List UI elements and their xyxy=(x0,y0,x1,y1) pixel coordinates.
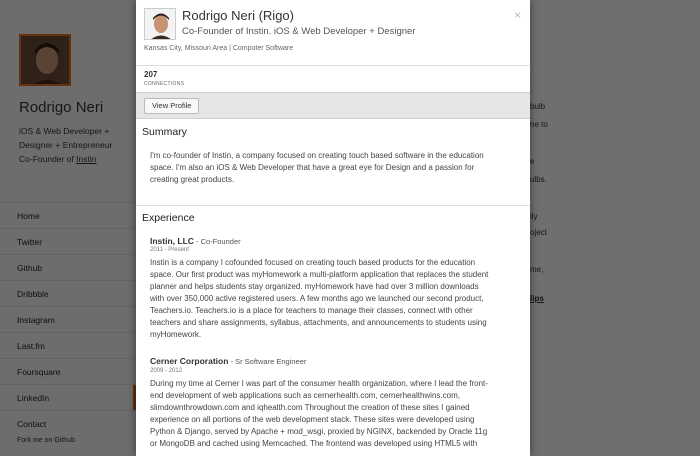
modal-headline: Co-Founder of Instin. iOS & Web Developer + Designer xyxy=(182,26,416,37)
job-line: myHomework. xyxy=(150,330,202,339)
modal-profile-name: Rodrigo Neri (Rigo) xyxy=(182,8,294,23)
job-company: Instin, LLC xyxy=(150,236,194,246)
job-line: Instin is a company I cofounded focused on creating touch based products for the education xyxy=(150,258,476,267)
modal-location: Kansas City, Missouri Area | Computer Software xyxy=(144,45,294,52)
job-line: Teachers.io. Teachers.io is a place for teachers to manage their classes, connect with other xyxy=(150,306,473,315)
job-line: with over 350,000 active registered users. A few months ago we launched our second product, xyxy=(150,294,484,303)
modal-avatar xyxy=(144,8,176,40)
summary-title: Summary xyxy=(142,126,187,138)
close-icon[interactable]: × xyxy=(513,8,521,22)
modal-header xyxy=(136,0,530,66)
profile-modal xyxy=(136,0,530,456)
experience-title: Experience xyxy=(142,212,195,224)
job-line: or MongoDB and cached using Memcached. The frontend was developed using HTML5 with xyxy=(150,439,478,448)
job-dates: 2009 - 2012 xyxy=(150,368,183,374)
connections-block xyxy=(136,66,530,92)
job-title xyxy=(150,236,241,246)
job-line: During my time at Cerner I was part of the consumer health organization, where I lead the front- xyxy=(150,379,488,388)
summary-line: creating great products. xyxy=(150,175,235,184)
job-company: Cerner Corporation xyxy=(150,356,229,366)
job-line: end development of web applications such as cernerhealth.com, cernerhealthwins.com, xyxy=(150,391,460,400)
job-description xyxy=(150,257,522,341)
connections-count: 207 xyxy=(144,70,158,79)
connections-label: CONNECTIONS xyxy=(144,81,185,87)
action-bar xyxy=(136,92,530,119)
job-line: planner and helps students stay organized. myHomework have had over 3 million downloads xyxy=(150,282,479,291)
view-profile-button[interactable]: View Profile xyxy=(144,98,199,114)
job-line: slimdownthrowdown.com and iqhealth.com Throughout the creation of these sites I gained xyxy=(150,403,470,412)
job-line: experience on all portions of the web development stack. These sites were developed using xyxy=(150,415,475,424)
job-dates: 2011 - Present xyxy=(150,247,189,253)
job-line: Python & Django, served by Apache + mod_wsgi, proxied by NGINX, backended by Oracle 11g xyxy=(150,427,488,436)
summary-line: I'm co-founder of Instin, a company focused on creating touch based software in the education xyxy=(150,151,484,160)
job-line: teachers and share assignments, syllabus, attachments, and announcements to students using xyxy=(150,318,487,327)
job-description xyxy=(150,378,522,450)
job-title xyxy=(150,356,306,366)
summary-text xyxy=(150,150,522,186)
job-line: space. Our first product was myHomework a multi-platform application that replaces the student xyxy=(150,270,489,279)
job-role: - Co-Founder xyxy=(193,237,241,246)
section-divider xyxy=(136,205,530,206)
summary-line: space. I'm also an iOS & Web Developer that have a great eye for Design and a passion for xyxy=(150,163,475,172)
job-role: - Sr Software Engineer xyxy=(228,357,307,366)
